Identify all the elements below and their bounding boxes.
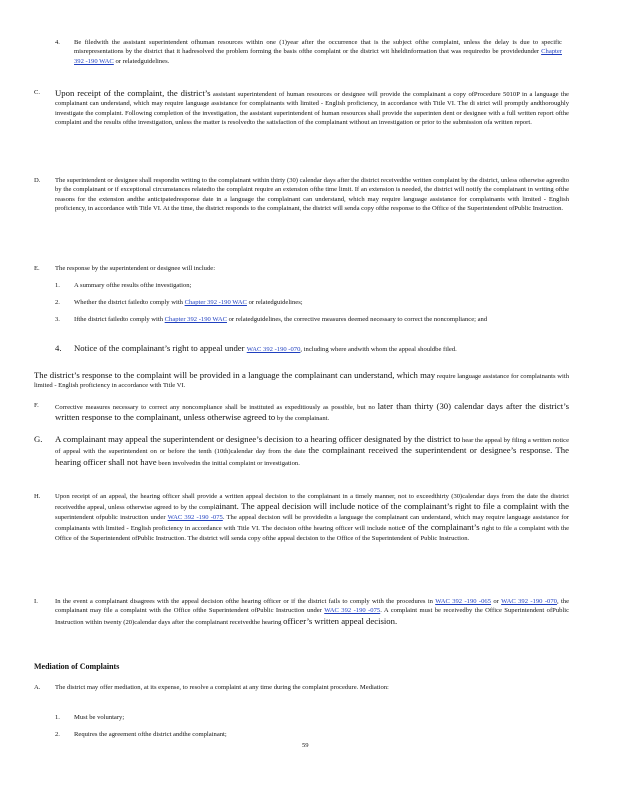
wac-link[interactable]: WAC 392 -190 -065 bbox=[435, 598, 492, 605]
paragraph-d bbox=[55, 176, 569, 214]
list-item bbox=[74, 315, 564, 324]
list-marker: 4. bbox=[55, 343, 62, 353]
paragraph-text: Corrective measures necessary to correct any noncompliance shall be instituted as expeditiously as possible, but no bbox=[55, 404, 375, 411]
section-marker: G. bbox=[34, 434, 43, 444]
paragraph-text: by the complainant. bbox=[276, 415, 330, 423]
paragraph-h bbox=[55, 492, 569, 543]
list-marker: 3. bbox=[55, 316, 60, 323]
section-marker: C. bbox=[34, 89, 41, 96]
list-marker: 4. bbox=[55, 39, 60, 46]
paragraph-c bbox=[55, 88, 569, 128]
section-marker: F. bbox=[34, 402, 39, 409]
list-marker: 2. bbox=[55, 299, 60, 306]
wac-link[interactable]: WAC 392 -190 -075 bbox=[324, 607, 381, 615]
paragraph-emphasis: e of the complainant’s bbox=[401, 522, 480, 533]
paragraph-emphasis: ainant. The appeal decision will include notice of the complainant’s right to file a complaint with the bbox=[215, 501, 570, 512]
paragraph-i bbox=[55, 597, 569, 627]
paragraph-text: or relatedguidelines; bbox=[246, 299, 303, 306]
wac-link[interactable]: WAC 392 -190 -075 bbox=[167, 513, 223, 521]
paragraph-emphasis: the complainant received the superintendent or designee’s response. The hearing officer shall not have bbox=[55, 445, 569, 467]
paragraph-text: Be filedwith the assistant superintendent ofhuman resources within one (1)year after the occurrence that is the subject ofthe complaint, unless the delay is due to specific misrepresentations by the district that it hadresolved the problem forming the basis ofthe complaint or the district wit hheldinformation that was requiredto be providedunder bbox=[74, 39, 562, 56]
wac-link[interactable]: Chapter 392 -190 WAC bbox=[74, 48, 562, 65]
paragraph-mediation-a: The district may offer mediation, at its expense, to resolve a complaint at any time during the complaint procedure. Mediation: bbox=[55, 684, 389, 691]
paragraph-text: assistant superintendent of human resources or designee will provide the complainant a copy ofProcedure 5010P in a language the complainant can understand, which may require language assistance for complainants with limited - English proficiency, in accordance with Title VI. The di strict will promptly andthoroughly investigate the complaint. Following completion of the investigation, the assistant superintendent of human resources shall provide the superinten dent or designee with a full written report ofthe complaint and the results ofthe investigation, unless the matter is resolvedto the satisfaction of the complainant without an investigation or prior to the submission ofa written report. bbox=[55, 91, 569, 127]
section-marker: H. bbox=[34, 493, 41, 500]
paragraph-text: or relatedguidelines, the corrective measures deemed necessary to correct the noncompliance; and bbox=[226, 316, 488, 323]
section-marker: E. bbox=[34, 265, 40, 272]
paragraph-text: been involvedin the initial complaint or investigation. bbox=[158, 459, 300, 467]
section-marker: A. bbox=[34, 684, 41, 691]
paragraph-text: hear the appeal by filing a written notice of appeal with the superintendent on or before the tenth (10th)calendar day bbox=[55, 437, 569, 456]
paragraph-text: require language assistance for complainants with limited - English proficiency in accordance with Title VI. bbox=[34, 373, 569, 390]
list-item: Must be voluntary; bbox=[74, 714, 125, 721]
list-marker: 1. bbox=[55, 714, 60, 721]
paragraph-text: superintendent ofpublic instruction under bbox=[55, 513, 168, 521]
list-item bbox=[74, 298, 564, 307]
paragraph-lead: The district’s response to the complaint will be provided in a language the complainant can understand, which may bbox=[34, 370, 436, 380]
paragraph-lead: A complainant may appeal the superintendent or designee’s decision to a hearing officer designated by the district to bbox=[55, 434, 461, 444]
paragraph-emphasis: officer’s written appeal decision. bbox=[283, 615, 398, 626]
paragraph-text: The superintendent or designee shall respondin writing to the complainant within thirty (30) calendar days after the district receivedthe written complaint by the district, unless otherwise agreedto by the complainant or if exceptional circumstances relatedto the complaint require an extension ofthe time limit. If an extension is needed, the district will notify the complainant in writing ofthe reasons for the extension andthe anticipatedresponse date in a language the complainant can understand, which may require language assistance for complainants with limited - English proficiency, in accordance with Title VI. At the time, the district responds to the complainant, the district will senda copy ofthe response to the Office of the Superintendent ofPublic Instruction. bbox=[55, 177, 569, 213]
paragraph-b4 bbox=[74, 38, 562, 66]
paragraph-text: . The appeal decision will be providedin a language the complainant can understand, which may require language assistance for complainants with limited - English proficiency in accordance with Title VI. The decision ofthe hearing officer will include notic bbox=[55, 513, 569, 533]
wac-link[interactable]: WAC 392 -190 -070 bbox=[246, 346, 301, 353]
paragraph-text: or bbox=[491, 598, 502, 605]
section-marker: D. bbox=[34, 177, 41, 184]
paragraph-text: or relatedguidelines. bbox=[113, 57, 170, 65]
list-item bbox=[74, 343, 564, 354]
paragraph-f bbox=[55, 401, 569, 424]
district-response-paragraph bbox=[34, 370, 569, 391]
paragraph-text: from the date bbox=[268, 448, 309, 456]
paragraph-lead: Notice of the complainant’s right to appeal under bbox=[74, 343, 247, 353]
section-marker: I. bbox=[34, 598, 38, 605]
wac-link[interactable]: Chapter 392 -190 WAC bbox=[184, 299, 247, 306]
page-number: 59 bbox=[302, 742, 309, 749]
paragraph-lead: Upon receipt of the complaint, the district’s bbox=[55, 88, 211, 98]
paragraph-text: , including where andwith whom the appeal shouldbe filed. bbox=[300, 346, 457, 353]
paragraph-emphasis: later than thirty (30) calendar days after the district’s written response to the complainant, unless otherwise agreed to bbox=[55, 401, 569, 423]
paragraph-e-intro: The response by the superintendent or designee will include: bbox=[55, 265, 216, 272]
paragraph-text: Ifthe district failedto comply with bbox=[74, 316, 165, 323]
paragraph-text: Whether the district failedto comply with bbox=[74, 299, 185, 306]
wac-link[interactable]: Chapter 392 -190 WAC bbox=[164, 316, 227, 323]
list-marker: 2. bbox=[55, 731, 60, 738]
paragraph-text: right to file a complaint with the Office of the Superintendent ofPublic Instruction. The district will senda copy ofthe appeal decision to the Office of the Superintendent of Public Instruction. bbox=[55, 525, 569, 542]
list-item: Requires the agreement ofthe district andthe complainant; bbox=[74, 731, 227, 738]
paragraph-text: , the complainant may file a complaint with the Office ofthe Superintendent ofPublic Instruction under bbox=[55, 598, 570, 615]
list-marker: 1. bbox=[55, 282, 60, 289]
wac-link[interactable]: WAC 392 -190 -070 bbox=[501, 598, 557, 605]
paragraph-text: . A complaint must be receivedby the Office Superintendent ofPublic Instruction within twenty (20)calendar days after the complainant receivedthe hearing bbox=[55, 607, 569, 626]
section-heading: Mediation of Complaints bbox=[34, 662, 120, 671]
paragraph-g bbox=[55, 434, 569, 468]
paragraph-text: Upon receipt of an appeal, the hearing officer shall provide a written appeal decision to the complainant in a timely manner, not to exceedthirty (30)calendar days from the date the district receivedthe appeal, unless otherwise agreed to by the compl bbox=[55, 493, 569, 512]
list-item: A summary ofthe results ofthe investigation; bbox=[74, 282, 192, 289]
paragraph-text: In the event a complainant disagrees with the appeal decision ofthe hearing officer or if the district fails to comply with the procedures in bbox=[55, 598, 436, 605]
